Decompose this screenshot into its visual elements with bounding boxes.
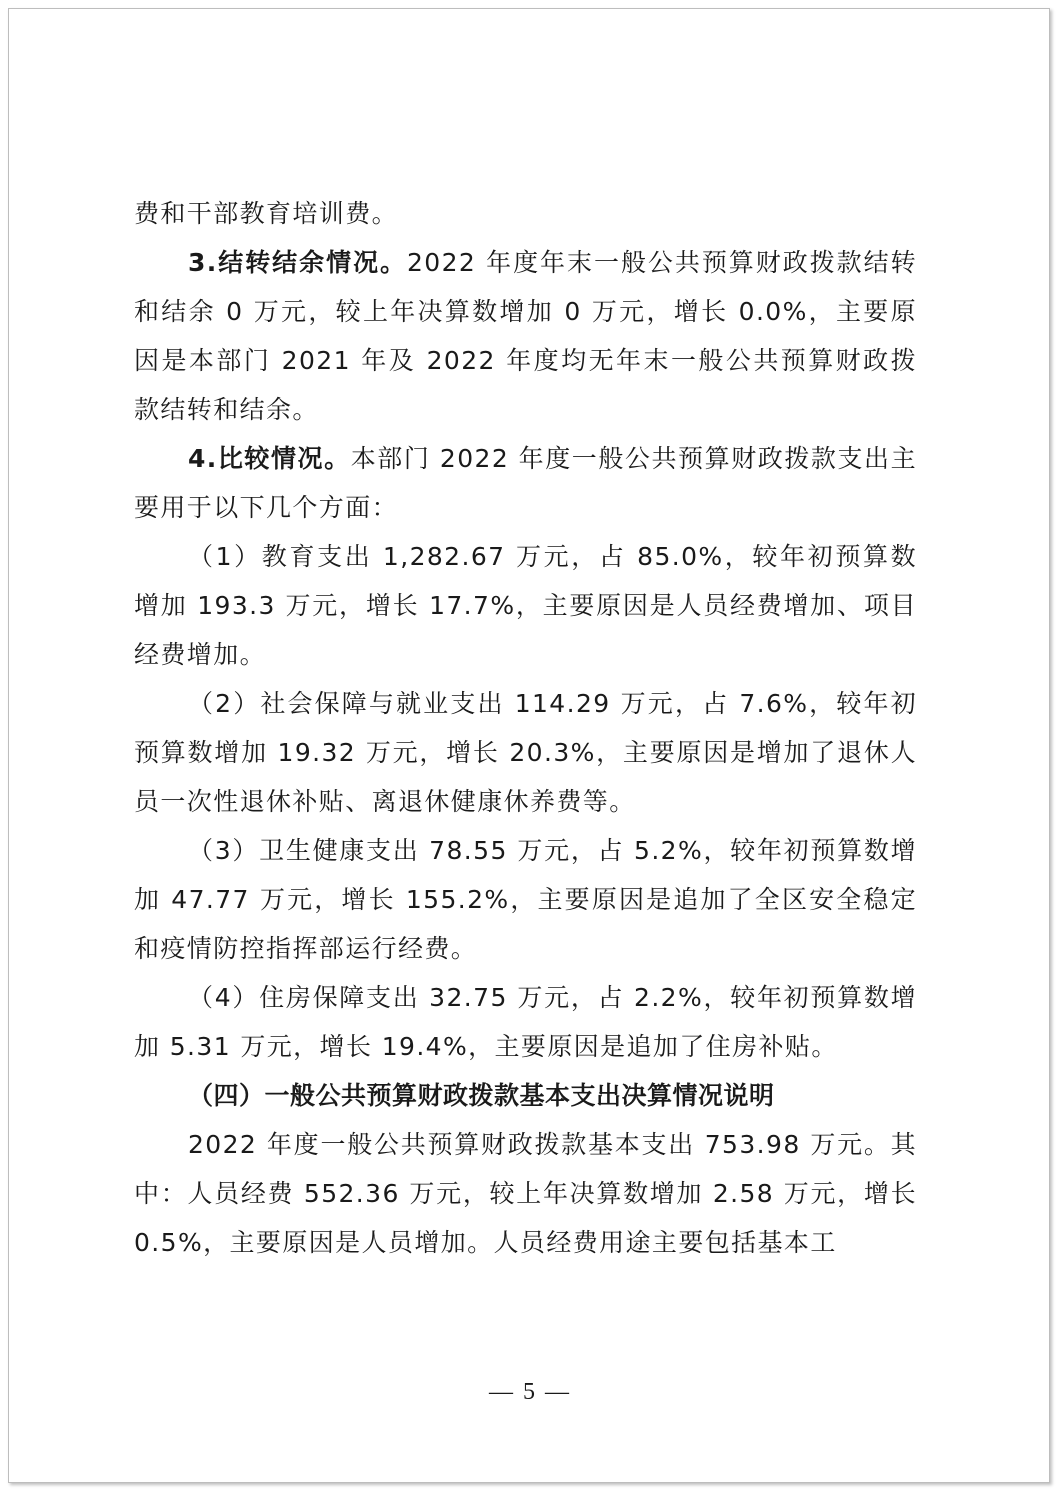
- paragraph-text: 本部门 2022 年度一般公共预算财政拨款支出主要用于以下几个方面：: [134, 444, 917, 522]
- page-number: — 5 —: [489, 1379, 571, 1405]
- document-body: [134, 189, 917, 1267]
- section-heading: （四）一般公共预算财政拨款基本支出决算情况说明: [188, 1081, 775, 1110]
- list-item-health: （3）卫生健康支出 78.55 万元，占 5.2%，较年初预算数增加 47.77 万元，增长 155.2%，主要原因是追加了全区安全稳定和疫情防控指挥部运行经费。: [134, 836, 917, 963]
- paragraph-comparison: [134, 434, 917, 532]
- paragraph-carryover-balance: [134, 238, 917, 434]
- list-item-education: （1）教育支出 1,282.67 万元，占 85.0%，较年初预算数增加 193.3 万元，增长 17.7%，主要原因是人员经费增加、项目经费增加。: [134, 542, 917, 669]
- list-item-housing: （4）住房保障支出 32.75 万元，占 2.2%，较年初预算数增加 5.31 万元，增长 19.4%，主要原因是追加了住房补贴。: [134, 983, 917, 1061]
- paragraph-basic-expenditure: 2022 年度一般公共预算财政拨款基本支出 753.98 万元。其中：人员经费 552.36 万元，较上年决算数增加 2.58 万元，增长 0.5%，主要原因是人员增加。人员经费用途主要包括基本工: [134, 1130, 917, 1257]
- paragraph-text: 2022 年度年末一般公共预算财政拨款结转和结余 0 万元，较上年决算数增加 0 万元，增长 0.0%，主要原因是本部门 2021 年及 2022 年度均无年末一般公共预算财政拨款结转和结余。: [134, 248, 917, 424]
- paragraph-lead: 4.比较情况。: [188, 444, 351, 473]
- paragraph-lead: 3.结转结余情况。: [188, 248, 407, 277]
- list-item-social-security: （2）社会保障与就业支出 114.29 万元，占 7.6%，较年初预算数增加 19.32 万元，增长 20.3%，主要原因是增加了退休人员一次性退休补贴、离退休健康休养费等。: [134, 689, 917, 816]
- paragraph-continuation: 费和干部教育培训费。: [134, 199, 399, 228]
